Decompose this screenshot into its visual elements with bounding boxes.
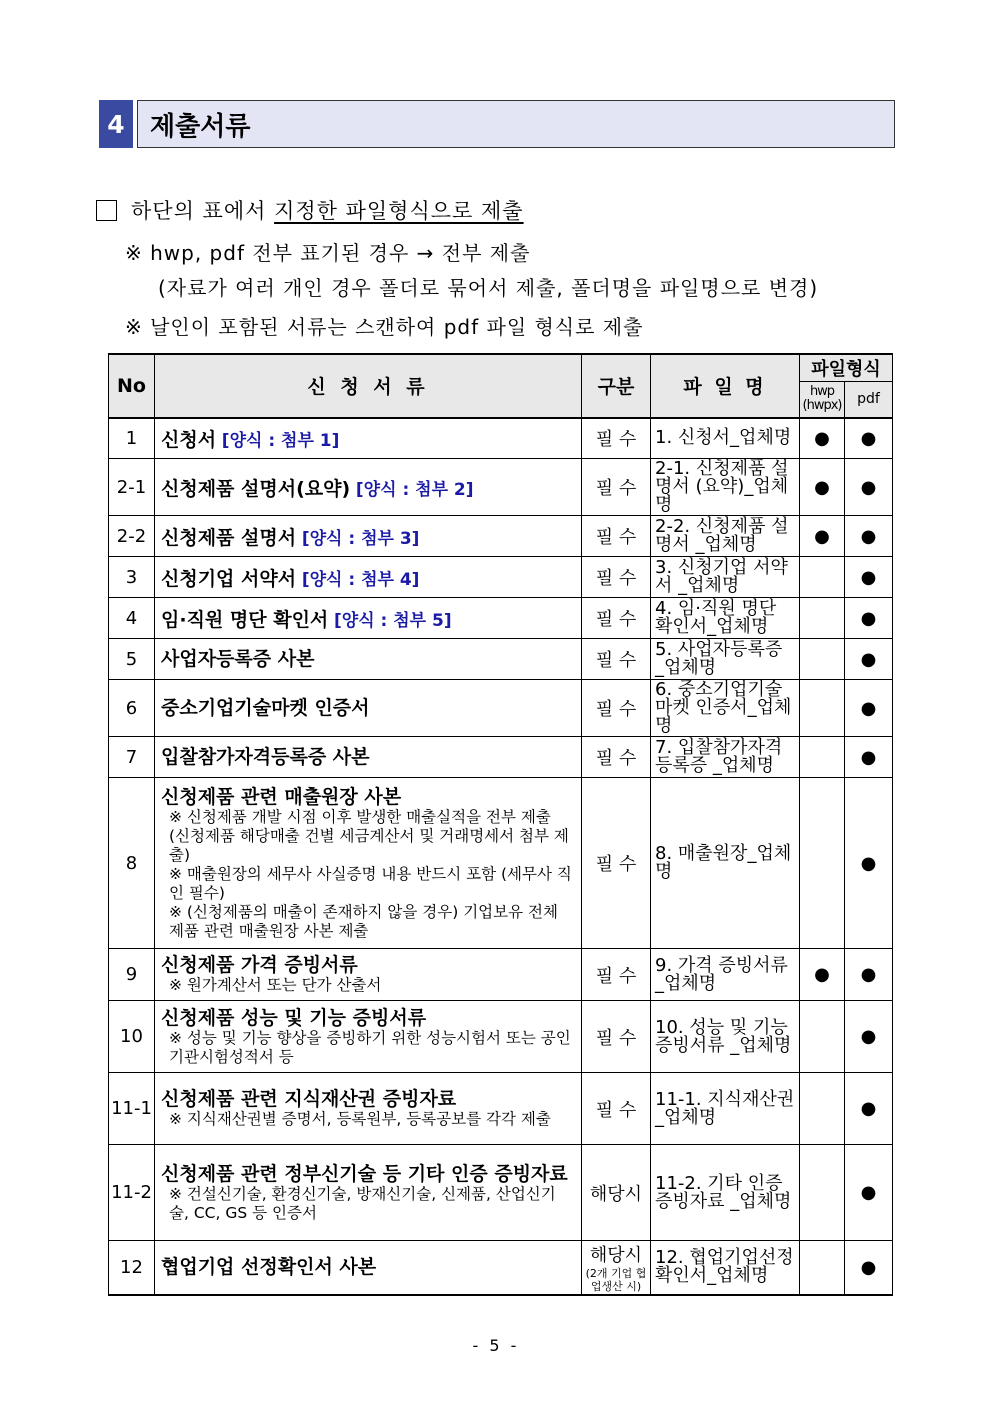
hwp-mark [800, 1073, 845, 1145]
type-cell [582, 459, 651, 516]
file-name: 11-1. 지식재산권 _업체명 [651, 1073, 800, 1145]
hwp-mark: ● [800, 516, 845, 557]
form-reference: [양식 : 첨부 4] [301, 569, 420, 590]
hwp-mark [800, 598, 845, 639]
file-name: 7. 입찰참가자격등록증 _업체명 [651, 737, 800, 778]
table-row [109, 418, 893, 459]
type-cell [582, 949, 651, 1001]
document-title: 신청제품 관련 정부신기술 등 기타 인증 증빙자료 [161, 1162, 568, 1185]
table-row [109, 778, 893, 949]
table-row [109, 680, 893, 737]
document-cell [155, 1241, 582, 1295]
document-cell [155, 598, 582, 639]
section-number: 4 [99, 100, 133, 148]
type-label: 필 수 [595, 699, 637, 720]
row-number: 9 [109, 949, 155, 1001]
header-no: No [109, 354, 155, 418]
table-row [109, 1145, 893, 1241]
file-name: 9. 가격 증빙서류 _업체명 [651, 949, 800, 1001]
type-cell [582, 1001, 651, 1073]
header-docs: 신 청 서 류 [155, 354, 582, 418]
type-label: 해당시 [589, 1183, 643, 1205]
note-format: ※ hwp, pdf 전부 표기된 경우 → 전부 제출 [125, 241, 531, 265]
document-title: 신청제품 관련 매출원장 사본 [161, 785, 402, 808]
document-title: 임·직원 명단 확인서 [161, 608, 329, 631]
row-number: 2-2 [109, 516, 155, 557]
type-label: 필 수 [595, 478, 637, 499]
header-type: 구분 [582, 354, 651, 418]
row-number: 10 [109, 1001, 155, 1073]
file-name: 11-2. 기타 인증 증빙자료 _업체명 [651, 1145, 800, 1241]
type-label: 필 수 [595, 854, 637, 875]
row-number: 5 [109, 639, 155, 680]
row-number: 11-1 [109, 1073, 155, 1145]
type-label: 필 수 [595, 748, 637, 769]
type-cell [582, 778, 651, 949]
hwp-mark [800, 737, 845, 778]
document-title: 신청제품 성능 및 기능 증빙서류 [161, 1006, 427, 1029]
table-row [109, 516, 893, 557]
document-title: 입찰참가자격등록증 사본 [161, 746, 370, 768]
pdf-mark: ● [845, 680, 893, 737]
pdf-mark: ● [845, 1241, 893, 1295]
intro-prefix: 하단의 표에서 [131, 199, 275, 223]
header-pdf: pdf [845, 382, 893, 418]
doc-note: ※ 성능 및 기능 향상을 증빙하기 위한 성능시험서 또는 공인기관시험성적서 등 [169, 1028, 571, 1066]
file-name: 3. 신청기업 서약서 _업체명 [651, 557, 800, 598]
type-cell [582, 1073, 651, 1145]
document-cell [155, 639, 582, 680]
header-hwp: hwp (hwpx) [800, 382, 845, 418]
document-title: 사업자등록증 사본 [161, 648, 315, 670]
intro-underlined: 지정한 파일형식으로 제출 [274, 199, 524, 223]
pdf-mark: ● [845, 516, 893, 557]
form-reference: [양식 : 첨부 1] [221, 430, 340, 451]
doc-note: ※ 지식재산권별 증명서, 등록원부, 등록공보를 각각 제출 [169, 1110, 551, 1128]
document-cell [155, 459, 582, 516]
pdf-mark: ● [845, 1073, 893, 1145]
document-cell [155, 680, 582, 737]
document-cell [155, 1073, 582, 1145]
pdf-mark: ● [845, 778, 893, 949]
pdf-mark: ● [845, 949, 893, 1001]
file-name: 4. 임·직원 명단 확인서_업체명 [651, 598, 800, 639]
intro-line [96, 196, 524, 224]
hwp-mark: ● [800, 418, 845, 459]
document-cell [155, 557, 582, 598]
header-format: 파일형식 [800, 354, 893, 382]
pdf-mark: ● [845, 459, 893, 516]
documents-table [108, 353, 893, 1296]
pdf-mark: ● [845, 1145, 893, 1241]
form-reference: [양식 : 첨부 3] [301, 528, 420, 549]
hwp-mark: ● [800, 949, 845, 1001]
type-label: 필 수 [595, 568, 637, 589]
checkbox-icon [96, 200, 117, 221]
document-title: 중소기업기술마켓 인증서 [161, 697, 370, 719]
file-name: 8. 매출원장_업체명 [651, 778, 800, 949]
document-title: 신청기업 서약서 [161, 567, 297, 590]
row-number: 12 [109, 1241, 155, 1295]
type-label: 필 수 [595, 1027, 637, 1049]
type-cell [582, 1241, 651, 1295]
row-number: 1 [109, 418, 155, 459]
pdf-mark: ● [845, 737, 893, 778]
row-number: 2-1 [109, 459, 155, 516]
type-cell [582, 639, 651, 680]
table-row [109, 737, 893, 778]
table-row [109, 598, 893, 639]
doc-note: ※ 신청제품 개발 시점 이후 발생한 매출실적을 전부 제출 (신청제품 해당매출 건별 세금계산서 및 거래명세서 첨부 제출) [169, 807, 569, 864]
pdf-mark: ● [845, 598, 893, 639]
hwp-mark [800, 778, 845, 949]
row-number: 6 [109, 680, 155, 737]
type-label: 필 수 [595, 1099, 637, 1121]
hwp-mark [800, 639, 845, 680]
hwp-mark [800, 1241, 845, 1295]
type-cell [582, 680, 651, 737]
document-title: 신청제품 설명서(요약) [161, 477, 351, 500]
file-name: 1. 신청서_업체명 [651, 418, 800, 459]
pdf-mark: ● [845, 418, 893, 459]
table-row [109, 1001, 893, 1073]
type-cell [582, 737, 651, 778]
type-cell [582, 418, 651, 459]
document-cell [155, 1145, 582, 1241]
table-row [109, 459, 893, 516]
table-row [109, 639, 893, 680]
file-name: 5. 사업자등록증 _업체명 [651, 639, 800, 680]
pdf-mark: ● [845, 1001, 893, 1073]
table-row [109, 949, 893, 1001]
row-number: 11-2 [109, 1145, 155, 1241]
type-label: 필 수 [595, 650, 637, 671]
row-number: 8 [109, 778, 155, 949]
file-name: 2-1. 신청제품 설명서 (요약)_업체명 [651, 459, 800, 516]
doc-note: ※ 건설신기술, 환경신기술, 방재신기술, 신제품, 산업신기술, CC, GS 등 인증서 [169, 1184, 556, 1222]
doc-note: ※ 원가계산서 또는 단가 산출서 [169, 976, 382, 994]
hwp-mark: ● [800, 459, 845, 516]
doc-note: ※ 매출원장의 세무사 사실증명 내용 반드시 포함 (세무사 직인 필수) [169, 864, 572, 902]
form-reference: [양식 : 첨부 5] [334, 610, 452, 631]
document-cell [155, 516, 582, 557]
file-name: 2-2. 신청제품 설명서 _업체명 [651, 516, 800, 557]
type-label: 필 수 [595, 527, 637, 548]
type-cell [582, 598, 651, 639]
section-header [99, 100, 895, 148]
document-title: 신청제품 가격 증빙서류 [161, 954, 358, 976]
row-number: 7 [109, 737, 155, 778]
type-cell [582, 557, 651, 598]
type-cell [582, 516, 651, 557]
file-name: 10. 성능 및 기능 증빙서류 _업체명 [651, 1001, 800, 1073]
document-title: 신청서 [161, 428, 217, 451]
doc-note: ※ (신청제품의 매출이 존재하지 않을 경우) 기업보유 전체 제품 관련 매출원장 사본 제출 [169, 902, 558, 940]
document-cell [155, 778, 582, 949]
table-row [109, 557, 893, 598]
type-label: 필 수 [595, 429, 637, 451]
table-row [109, 1073, 893, 1145]
type-condition: (2개 기업 협업생산 시) [585, 1267, 647, 1294]
file-name: 12. 협업기업선정 확인서_업체명 [651, 1241, 800, 1295]
type-label: 해당시 [589, 1245, 643, 1267]
section-title: 제출서류 [137, 100, 895, 148]
page-number: - 5 - [472, 1336, 520, 1355]
table-row [109, 1241, 893, 1295]
document-title: 신청제품 설명서 [161, 526, 297, 549]
document-cell [155, 1001, 582, 1073]
form-reference: [양식 : 첨부 2] [355, 479, 474, 500]
hwp-mark [800, 1145, 845, 1241]
row-number: 4 [109, 598, 155, 639]
hwp-mark [800, 557, 845, 598]
file-name: 6. 중소기업기술마켓 인증서_업체명 [651, 680, 800, 737]
hwp-mark [800, 1001, 845, 1073]
document-title: 신청제품 관련 지식재산권 증빙자료 [161, 1088, 457, 1110]
hwp-mark [800, 680, 845, 737]
header-file: 파 일 명 [651, 354, 800, 418]
type-cell [582, 1145, 651, 1241]
pdf-mark: ● [845, 639, 893, 680]
note-folder: (자료가 여러 개인 경우 폴더로 묶어서 제출, 폴더명을 파일명으로 변경) [158, 276, 819, 300]
row-number: 3 [109, 557, 155, 598]
document-cell [155, 949, 582, 1001]
document-title: 협업기업 선정확인서 사본 [161, 1256, 377, 1279]
type-label: 필 수 [595, 965, 637, 987]
note-scan: ※ 날인이 포함된 서류는 스캔하여 pdf 파일 형식로 제출 [125, 315, 644, 339]
document-cell [155, 418, 582, 459]
type-label: 필 수 [595, 609, 637, 630]
pdf-mark: ● [845, 557, 893, 598]
document-cell [155, 737, 582, 778]
